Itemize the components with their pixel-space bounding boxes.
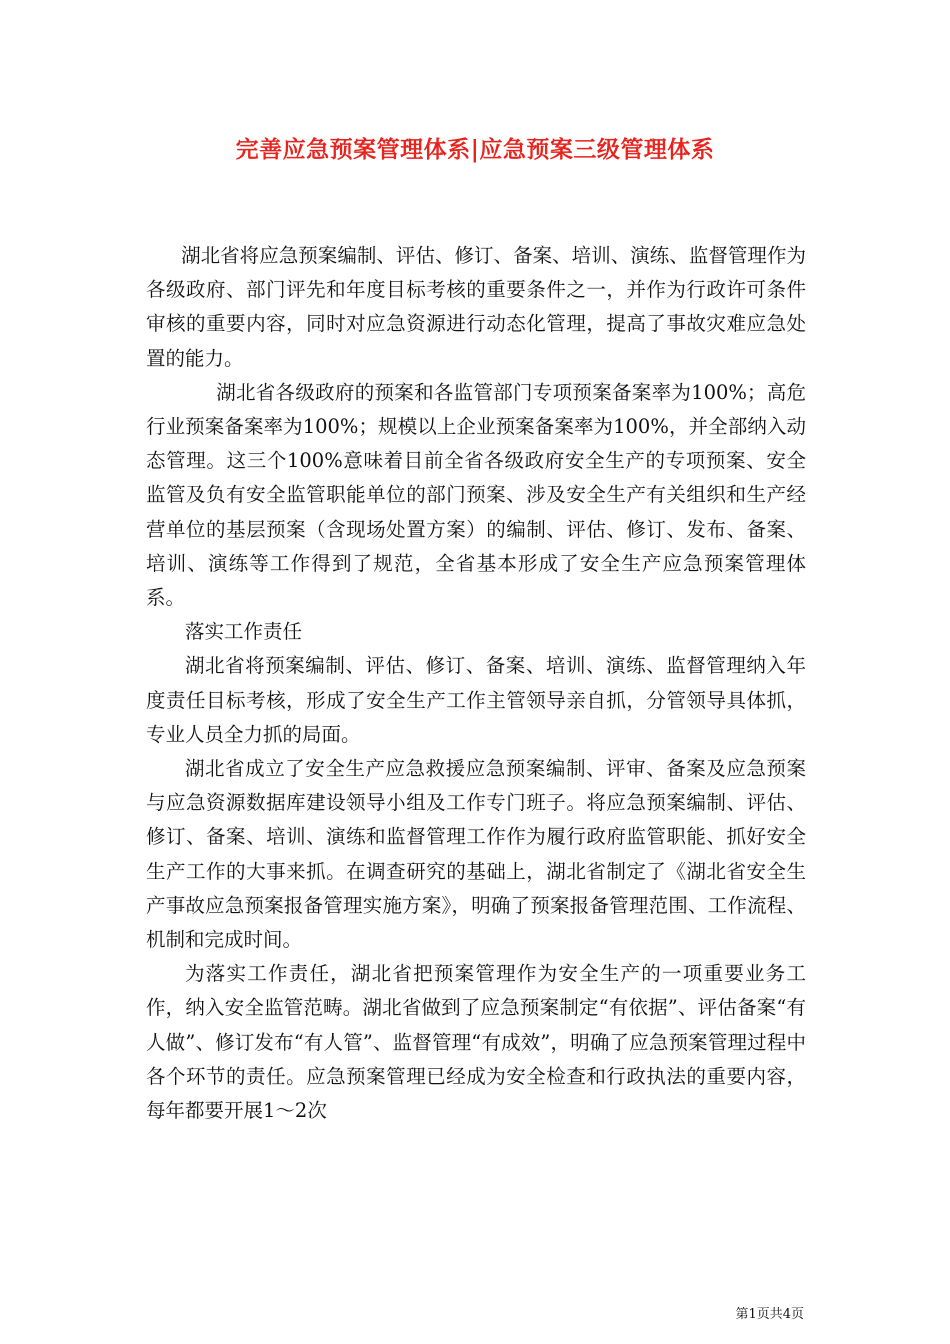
paragraph-5: 为落实工作责任，湖北省把预案管理作为安全生产的一项重要业务工作，纳入安全监管范畴。湖北省做到了应急预案制定“有依据”、评估备案“有人做”、修订发布“有人管”、监督管理“有成效”，明确了应急预案管理过程中各个环节的责任。应急预案管理已经成为安全检查和行政执法的重要内容，每年都要开展1～2次	[146, 962, 806, 1123]
section-heading-responsibility: 落实工作责任	[185, 620, 303, 644]
paragraph-1: 湖北省将应急预案编制、评估、修订、备案、培训、演练、监督管理作为各级政府、部门评先和年度目标考核的重要条件之一，并作为行政许可条件审核的重要内容，同时对应急资源进行动态化管理，提高了事故灾难应急处置的能力。	[146, 244, 806, 370]
document-body	[146, 239, 806, 1128]
document-title: 完善应急预案管理体系|应急预案三级管理体系	[235, 136, 715, 163]
paragraph-3: 湖北省将预案编制、评估、修订、备案、培训、演练、监督管理纳入年度责任目标考核，形成了安全生产工作主管领导亲自抓，分管领导具体抓，专业人员全力抓的局面。	[146, 654, 806, 746]
page-number: 第1页共4页	[735, 1307, 804, 1322]
paragraph-4: 湖北省成立了安全生产应急救援应急预案编制、评审、备案及应急预案与应急资源数据库建设领导小组及工作专门班子。将应急预案编制、评估、修订、备案、培训、演练和监督管理工作作为履行政府监管职能、抓好安全生产工作的大事来抓。在调查研究的基础上，湖北省制定了《湖北省安全生产事故应急预案报备管理实施方案》，明确了预案报备管理范围、工作流程、机制和完成时间。	[146, 757, 806, 952]
paragraph-2: 湖北省各级政府的预案和各监管部门专项预案备案率为100%；高危行业预案备案率为100%；规模以上企业预案备案率为100%，并全部纳入动态管理。这三个100%意味着目前全省各级政府安全生产的专项预案、安全监管及负有安全监管职能单位的部门预案、涉及安全生产有关组织和生产经营单位的基层预案（含现场处置方案）的编制、评估、修订、发布、备案、培训、演练等工作得到了规范，全省基本形成了安全生产应急预案管理体系。	[146, 380, 806, 610]
